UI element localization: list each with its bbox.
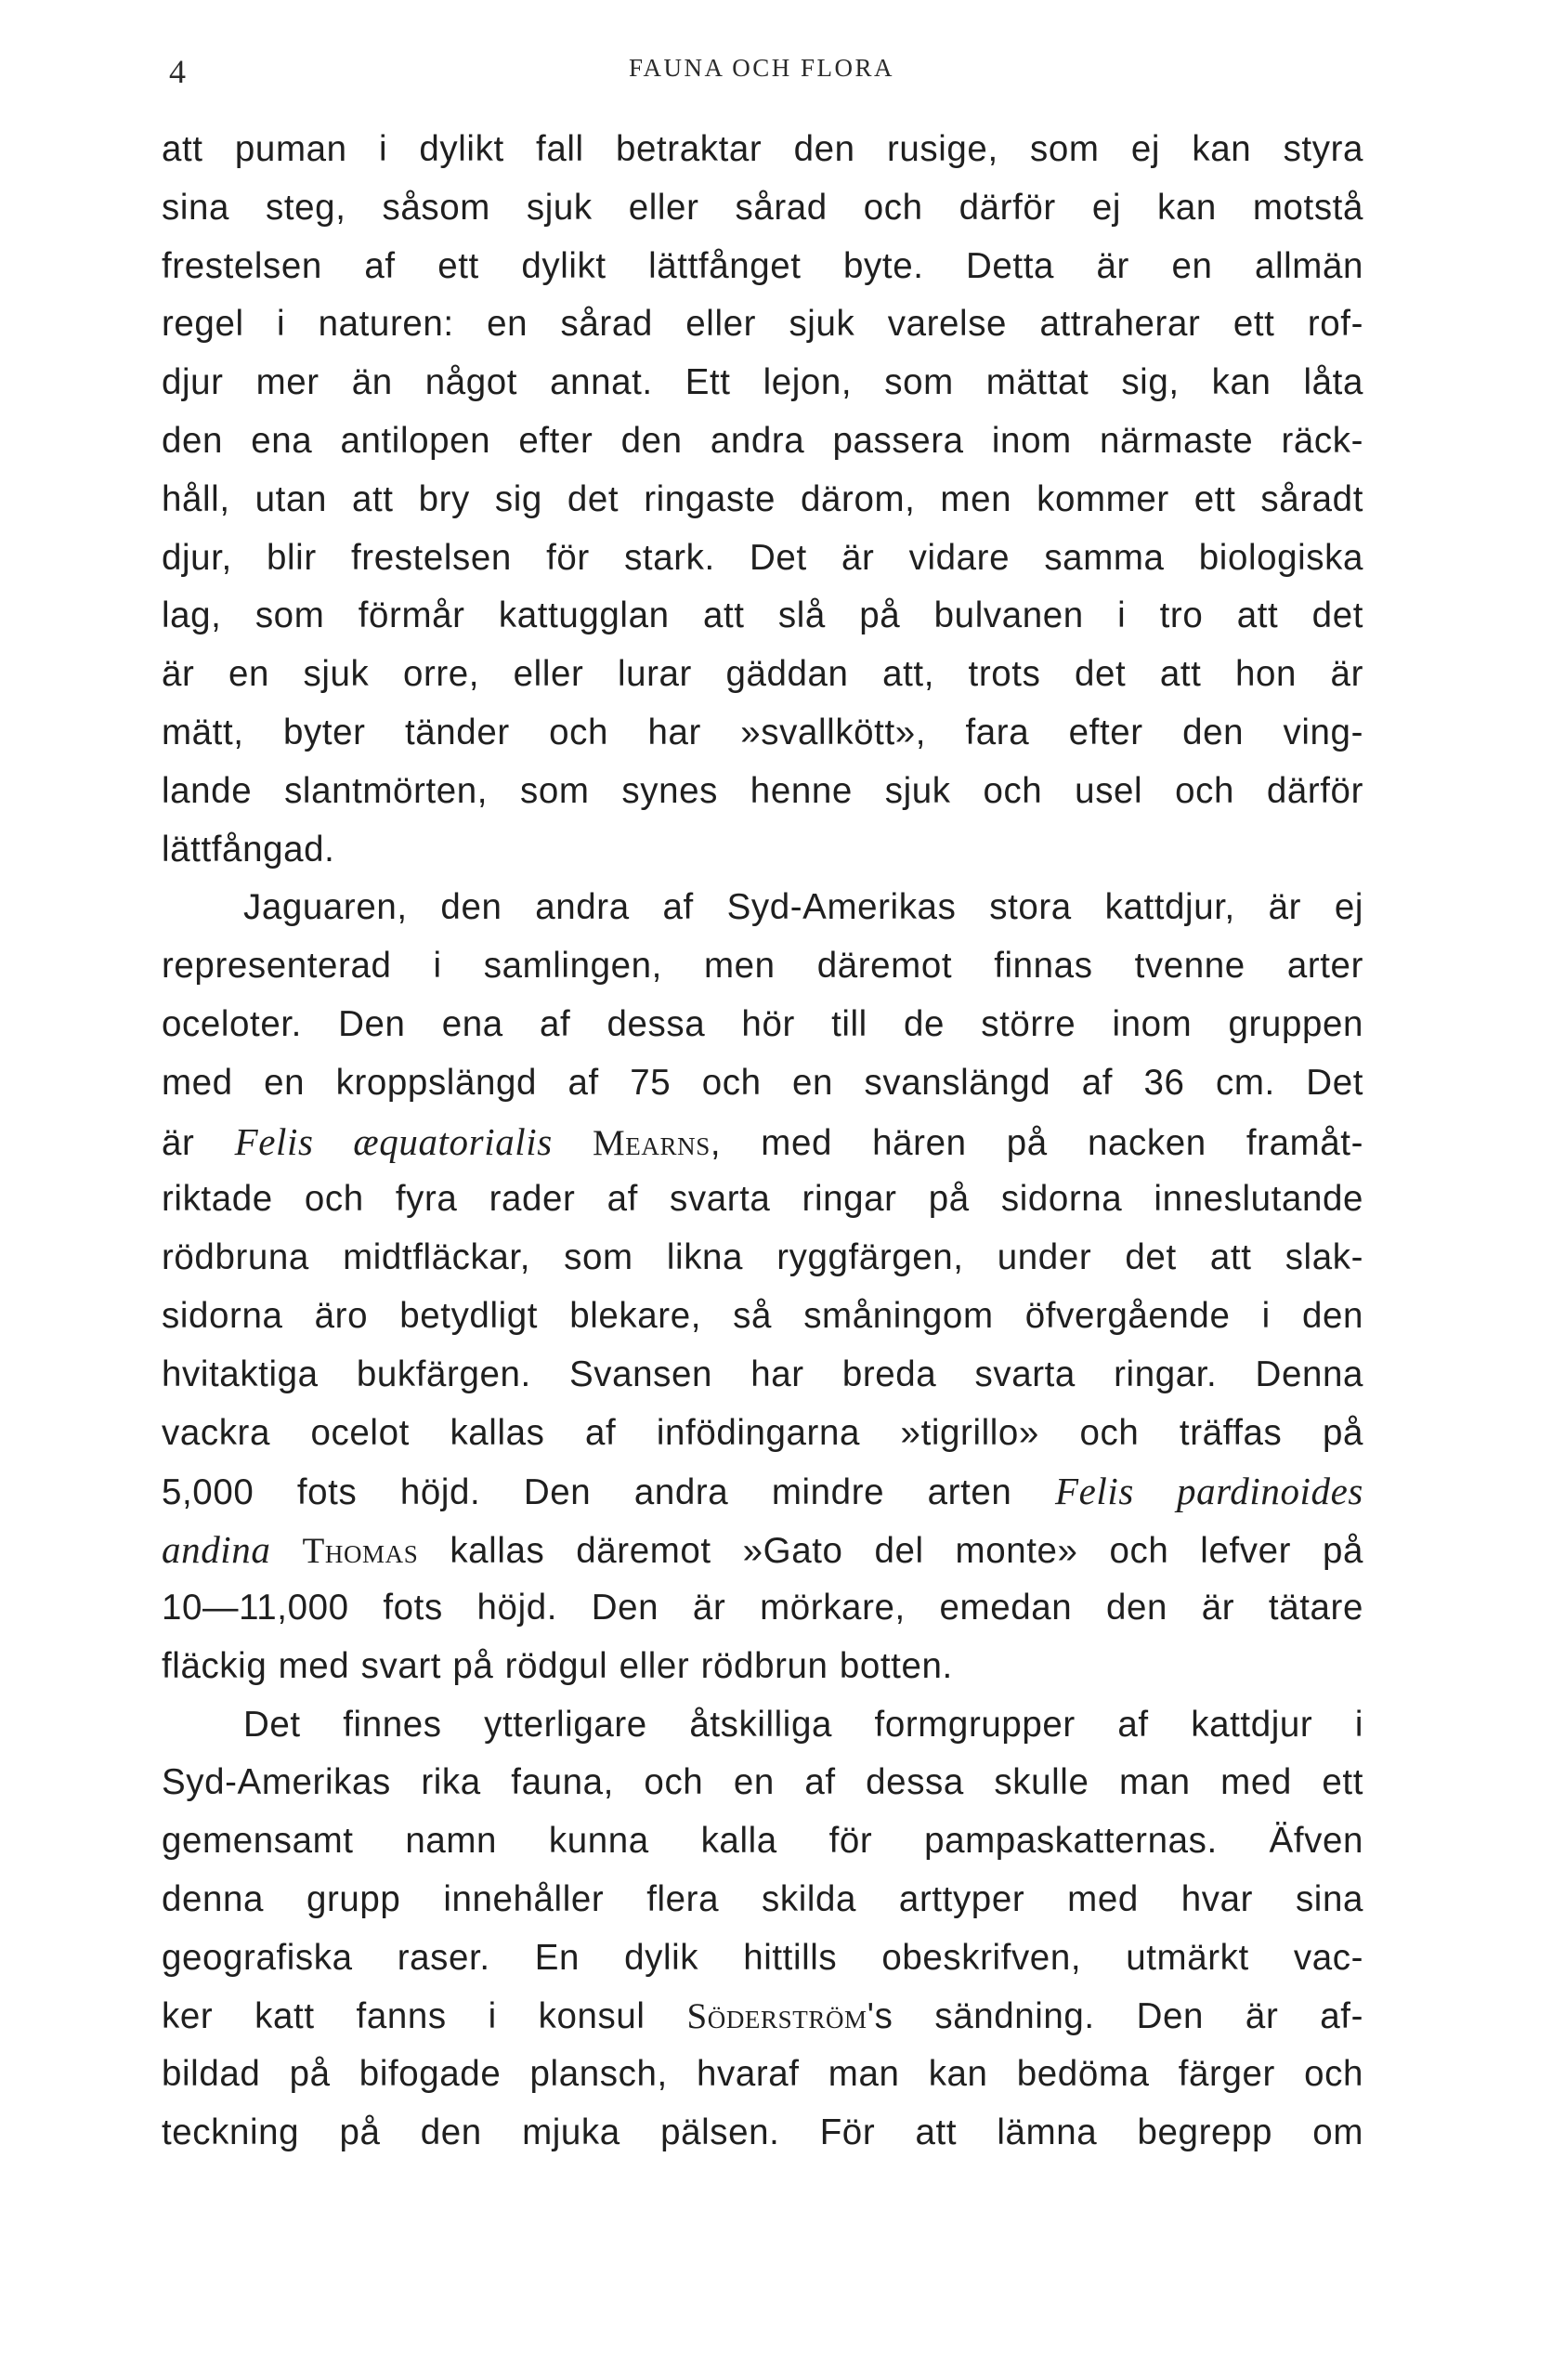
text-fragment: kallas däremot »Gato del monte» och lefver på xyxy=(418,1531,1363,1572)
species-name: Felis æquatorialis xyxy=(234,1119,553,1163)
author-name: Söderström xyxy=(686,1995,867,2036)
text-line-species xyxy=(162,1462,1363,1521)
text-line-author xyxy=(162,1988,1363,2047)
text-fragment: är xyxy=(162,1122,235,1163)
text-line: 10—11,000 fots höjd. Den är mörkare, emedan den är tätare xyxy=(162,1587,1363,1628)
species-name: andina xyxy=(162,1528,271,1572)
text-line: teckning på den mjuka pälsen. För att lämna begrepp om xyxy=(162,2112,1363,2153)
text-line-species xyxy=(162,1521,1363,1579)
text-line: mätt, byter tänder och har »svallkött», fara efter den ving- xyxy=(162,712,1363,752)
text-line: Syd-Amerikas rika fauna, och en af dessa skulle man med ett xyxy=(162,1762,1363,1803)
text-line: djur, blir frestelsen för stark. Det är vidare samma biologiska xyxy=(162,537,1363,578)
text-line: geografiska raser. En dylik hittills obeskrifven, utmärkt vac- xyxy=(162,1937,1363,1978)
text-fragment xyxy=(271,1531,303,1571)
paragraph-end-line: fläckig med svart på rödgul eller rödbrun botten. xyxy=(162,1645,953,1686)
paragraph-start-line: Jaguaren, den andra af Syd-Amerikas stora kattdjur, är ej xyxy=(243,887,1363,928)
author-name: Mearns xyxy=(593,1122,711,1163)
text-fragment: , med hären på nacken framåt- xyxy=(710,1122,1363,1163)
text-line: rödbruna midtfläckar, som likna ryggfärgen, under det att slak- xyxy=(162,1237,1363,1278)
text-fragment xyxy=(553,1123,593,1163)
author-name: Thomas xyxy=(302,1531,419,1572)
text-line: är en sjuk orre, eller lurar gäddan att, trots det att hon är xyxy=(162,654,1363,695)
text-fragment: ker katt fanns i konsul xyxy=(162,1995,687,2036)
text-line: den ena antilopen efter den andra passera inom närmaste räck- xyxy=(162,420,1363,461)
text-line: hvitaktiga bukfärgen. Svansen har breda svarta ringar. Denna xyxy=(162,1353,1363,1394)
text-line: att puman i dylikt fall betraktar den rusige, som ej kan styra xyxy=(162,129,1363,169)
text-line: denna grupp innehåller flera skilda arttyper med hvar sina xyxy=(162,1878,1363,1919)
text-line: djur mer än något annat. Ett lejon, som mättat sig, kan låta xyxy=(162,362,1363,403)
page-number: 4 xyxy=(169,53,186,90)
running-header xyxy=(158,46,1365,93)
text-line: gemensamt namn kunna kalla för pampaskatternas. Äfven xyxy=(162,1821,1363,1862)
text-line: regel i naturen: en sårad eller sjuk varelse attraherar ett rof- xyxy=(162,304,1363,345)
text-line: oceloter. Den ena af dessa hör till de större inom gruppen xyxy=(162,1003,1363,1044)
species-name: Felis pardinoides xyxy=(1054,1470,1363,1513)
paragraph-start-line: Det finnes ytterligare åtskilliga formgrupper af kattdjur i xyxy=(243,1704,1363,1745)
text-fragment: 5,000 fots höjd. Den andra mindre arten xyxy=(162,1472,1055,1513)
text-line: frestelsen af ett dylikt lättfånget byte. Detta är en allmän xyxy=(162,245,1363,286)
text-line: sina steg, såsom sjuk eller sårad och därför ej kan motstå xyxy=(162,187,1363,228)
text-line: lande slantmörten, som synes henne sjuk och usel och därför xyxy=(162,770,1363,811)
text-line-species xyxy=(162,1113,1363,1171)
body-text xyxy=(162,121,1363,2163)
text-line: sidorna äro betydligt blekare, så småningom öfvergående i den xyxy=(162,1295,1363,1336)
text-line: representerad i samlingen, men däremot finnas tvenne arter xyxy=(162,946,1363,987)
text-line: med en kroppslängd af 75 och en svanslängd af 36 cm. Det xyxy=(162,1062,1363,1103)
running-title: FAUNA OCH FLORA xyxy=(628,54,895,82)
text-line: bildad på bifogade plansch, hvaraf man kan bedöma färger och xyxy=(162,2054,1363,2095)
text-line: riktade och fyra rader af svarta ringar på sidorna inneslutande xyxy=(162,1179,1363,1220)
text-line: håll, utan att bry sig det ringaste därom, men kommer ett såradt xyxy=(162,478,1363,519)
text-line: vackra ocelot kallas af infödingarna »tigrillo» och träffas på xyxy=(162,1412,1363,1453)
text-fragment: 's sändning. Den är af- xyxy=(867,1995,1363,2036)
text-line: lag, som förmår kattugglan att slå på bulvanen i tro att det xyxy=(162,595,1363,636)
paragraph-end-line: lättfångad. xyxy=(162,829,335,870)
